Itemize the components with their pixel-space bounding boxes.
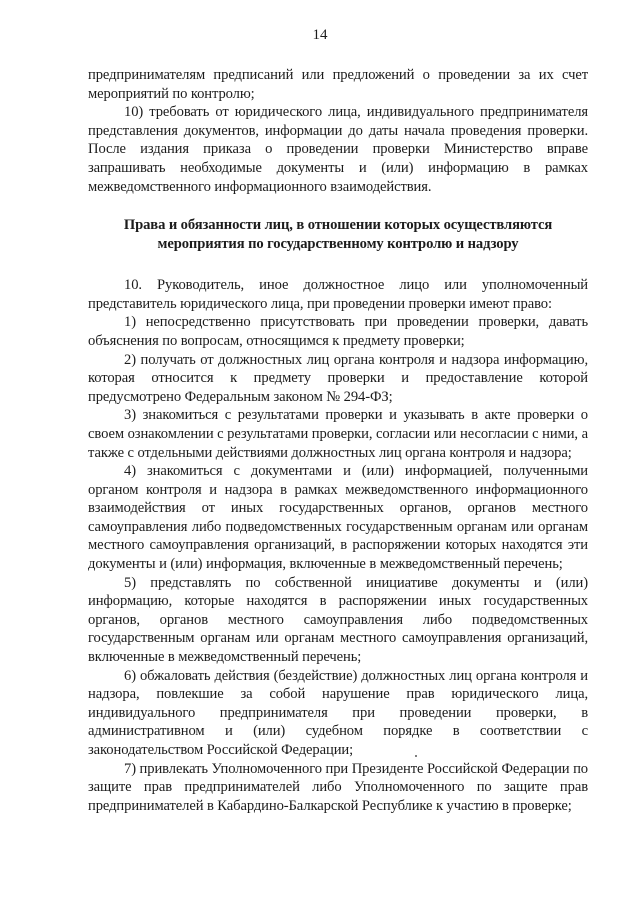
paragraph-right-1: 1) непосредственно присутствовать при проведении проверки, давать объяснения по вопросам, относящимся к предмету проверки; xyxy=(88,314,588,349)
paragraph-continuation: предпринимателям предписаний или предложений о проведении за их счет мероприятий по контролю; xyxy=(88,67,588,102)
paragraph-10-rights-intro: 10. Руководитель, иное должностное лицо или уполномоченный представитель юридического лица, при проведении проверки имеют право: xyxy=(88,277,588,312)
paragraph-right-6: 6) обжаловать действия (бездействие) должностных лиц органа контроля и надзора, повлекшие за собой нарушение прав юридического лица, индивидуального предпринимателя при проведении проверки, в административном и (или) судебном порядке в соответствии с законодательством Российской Федерации; xyxy=(88,667,588,758)
paragraph-right-7: 7) привлекать Уполномоченного при Президенте Российской Федерации по защите прав предпринимателей либо Уполномоченного по защите прав предпринимателей в Кабардино-Балкарской Республике к участию в проверке; xyxy=(88,760,588,814)
paragraph-right-5: 5) представлять по собственной инициативе документы и (или) информацию, которые находятся в распоряжении иных государственных органов, органов местного самоуправления либо подведомственных государственным органам или органам местного самоуправления организаций, включенные в межведомственный перечень; xyxy=(88,574,588,666)
section-heading: Права и обязанности лиц, в отношении которых осуществляются мероприятия по государственному контролю и надзору xyxy=(123,217,553,253)
paragraph-right-2: 2) получать от должностных лиц органа контроля и надзора информацию, которая относится к предмету проверки и предоставление которой предусмотрено Федеральным законом № 294-ФЗ; xyxy=(88,351,588,405)
paragraph-item-10-require-documents: 10) требовать от юридического лица, индивидуального предпринимателя представления документов, информации до даты начала проведения проверки. После издания приказа о проведении проверки Министерство вправе запрашивать необходимые документы и (или) информацию в рамках межведомственного информационного взаимодействия. xyxy=(88,104,588,195)
page-number: 14 xyxy=(312,27,328,43)
document-body xyxy=(88,66,588,815)
paragraph-right-4: 4) знакомиться с документами и (или) информацией, полученными органом контроля и надзора в рамках межведомственного информационного взаимодействия от иных государственных органов, органов местного самоуправления либо подведомственных государственным органам или органам местного самоуправления организаций, в распоряжении которых находятся эти документы и (или) информация, включенные в межведомственный перечень; xyxy=(88,463,588,573)
paragraph-right-3: 3) знакомиться с результатами проверки и указывать в акте проверки о своем ознакомлении с результатами проверки, согласии или несогласии с ними, а также с отдельными действиями должностных лиц органа контроля и надзора; xyxy=(88,407,588,461)
scan-speck xyxy=(415,755,417,757)
